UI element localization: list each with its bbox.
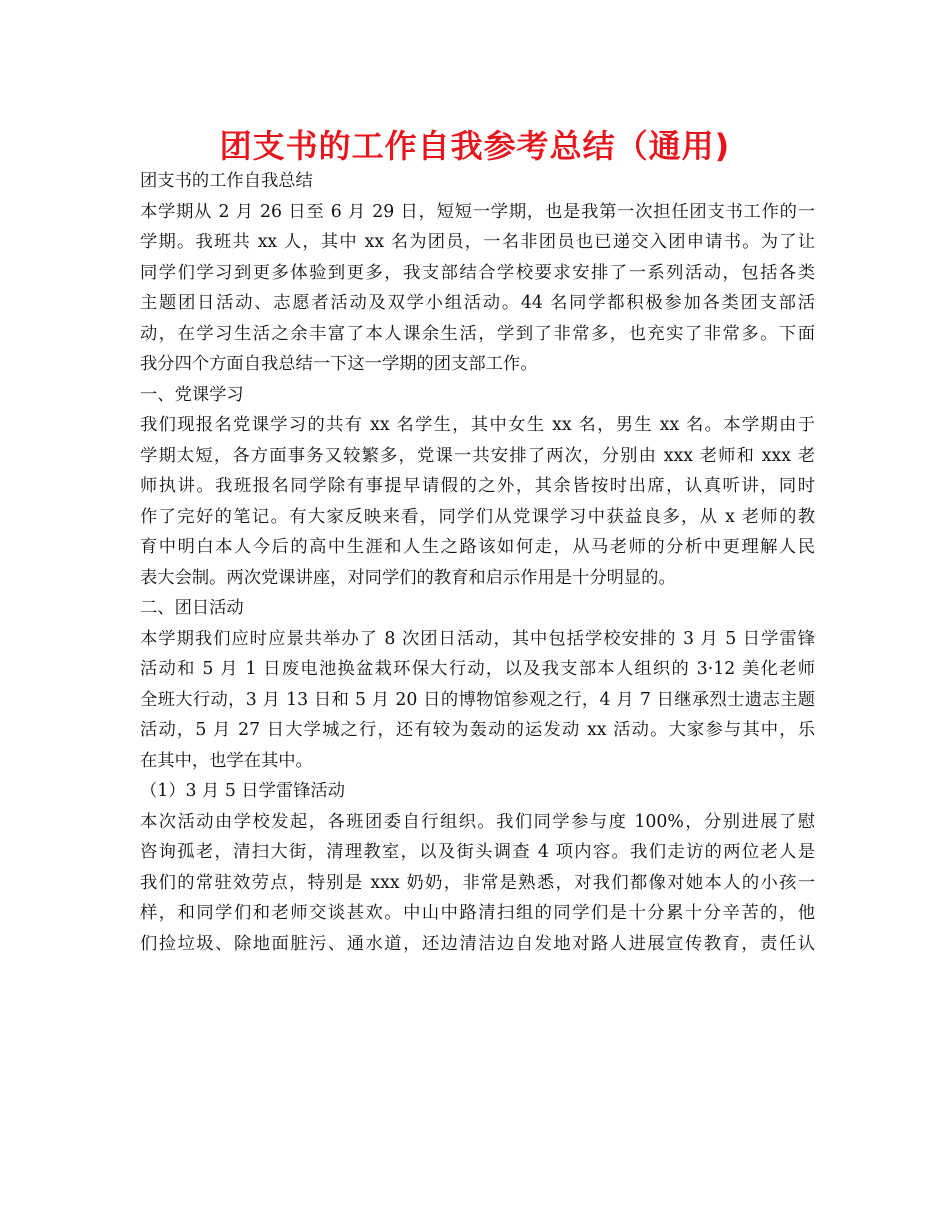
text-line: 学期。我班共 xx 人，其中 xx 名为团员，一名非团员也已递交入团申请书。为了让 — [140, 232, 815, 252]
text-line: 本学期从 2 月 26 日至 6 月 29 日，短短一学期，也是我第一次担任团支书工作的一 — [140, 201, 815, 222]
text-line: 一、党课学习 — [140, 384, 244, 405]
text-line: 本次活动由学校发起，各班团委自行组织。我们同学参与度 100%，分别进展了慰 — [140, 811, 815, 832]
text-line: 我们现报名党课学习的共有 xx 名学生，其中女生 xx 名，男生 xx 名。本学期由于 — [140, 415, 815, 435]
text-line: 作了完好的笔记。有大家反映来看，同学们从党课学习中获益良多，从 x 老师的教 — [140, 506, 815, 527]
document-body — [140, 166, 815, 959]
text-line: 动，在学习生活之余丰富了本人课余生活，学到了非常多，也充实了非常多。下面 — [140, 323, 815, 344]
text-line: 们捡垃圾、除地面脏污、通水道，还边清洁边自发地对路人进展宣传教育，责任认 — [140, 933, 815, 954]
text-line: 同学们学习到更多体验到更多，我支部结合学校要求安排了一系列活动，包括各类 — [140, 262, 815, 283]
text-line: （1）3 月 5 日学雷锋活动 — [140, 781, 345, 801]
text-line: 团支书的工作自我总结 — [140, 171, 313, 191]
text-line: 二、团日活动 — [140, 598, 244, 618]
text-line: 我分四个方面自我总结一下这一学期的团支部工作。 — [140, 354, 538, 374]
text-line: 师执讲。我班报名同学除有事提早请假的之外，其余皆按时出席，认真听讲，同时 — [140, 476, 815, 496]
text-line: 表大会制。两次党课讲座，对同学们的教育和启示作用是十分明显的。 — [140, 567, 676, 588]
text-line: 本学期我们应时应景共举办了 8 次团日活动，其中包括学校安排的 3 月 5 日学雷锋 — [140, 628, 815, 649]
document-title: 团支书的工作自我参考总结（通用) — [219, 127, 731, 165]
text-line: 育中明白本人今后的高中生涯和人生之路该如何走，从马老师的分析中更理解人民 — [140, 537, 815, 557]
text-line: 全班大行动，3 月 13 日和 5 月 20 日的博物馆参观之行，4 月 7 日继承烈士遗志主题 — [140, 689, 815, 710]
text-line: 活动，5 月 27 日大学城之行，还有较为轰动的运发动 xx 活动。大家参与其中，乐 — [140, 720, 815, 740]
text-line: 我们的常驻效劳点，特别是 xxx 奶奶，非常是熟悉，对我们都像对她本人的小孩一 — [140, 872, 815, 893]
text-line: 在其中，也学在其中。 — [140, 750, 313, 771]
text-line: 活动和 5 月 1 日废电池换盆栽环保大行动，以及我支部本人组织的 3·12 美化老师 — [140, 659, 815, 679]
text-line: 学期太短，各方面事务又较繁多，党课一共安排了两次，分别由 xxx 老师和 xxx 老 — [140, 445, 815, 466]
text-line: 咨询孤老，清扫大街，清理教室，以及街头调查 4 项内容。我们走访的两位老人是 — [140, 842, 815, 862]
text-line: 主题团日活动、志愿者活动及双学小组活动。44 名同学都积极参加各类团支部活 — [140, 293, 815, 313]
text-line: 样，和同学们和老师交谈甚欢。中山中路清扫组的同学们是十分累十分辛苦的，他 — [140, 903, 815, 923]
